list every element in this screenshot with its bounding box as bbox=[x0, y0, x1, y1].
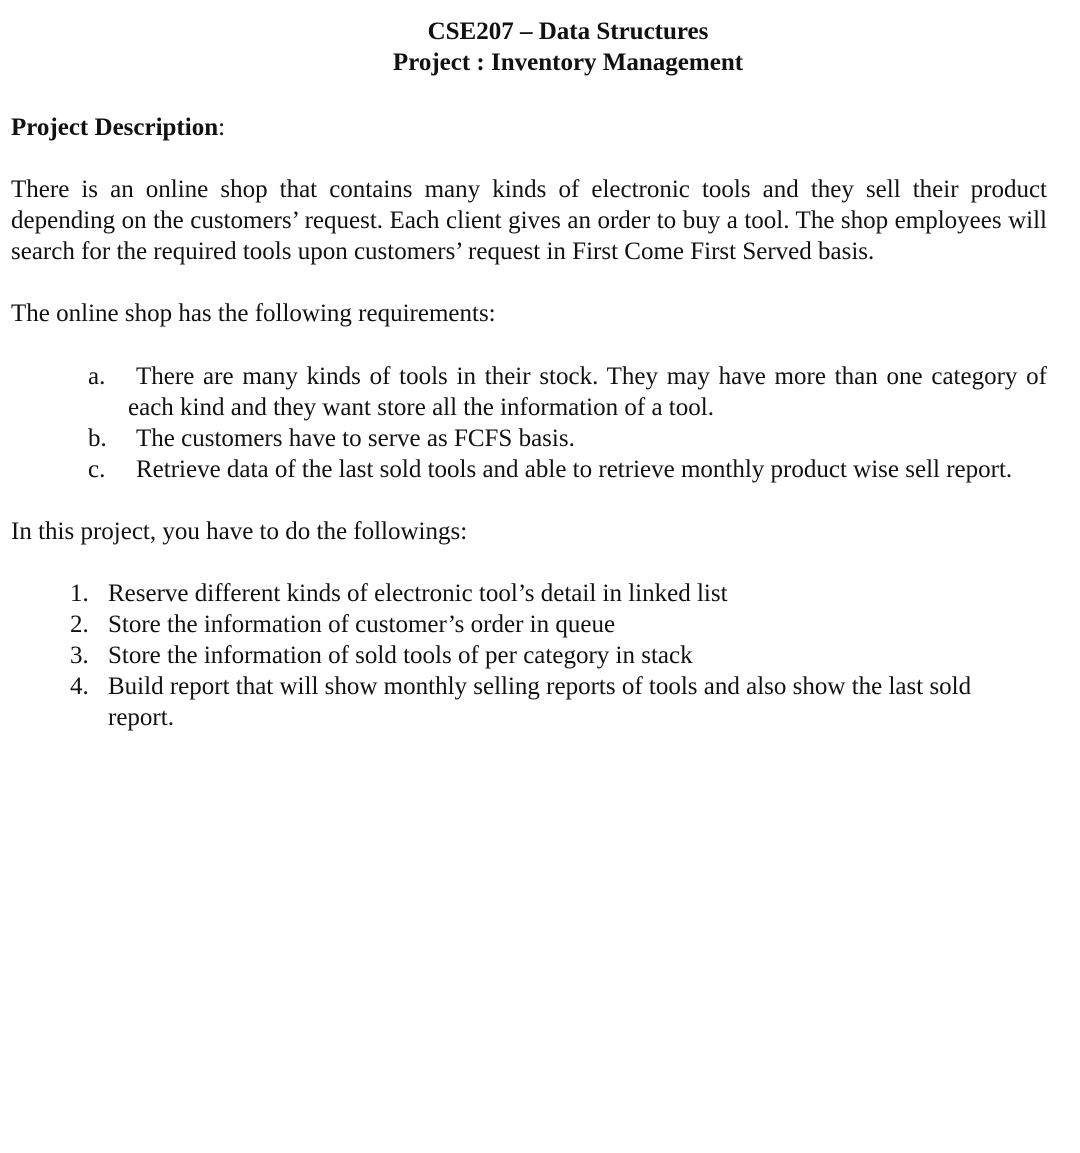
list-marker: c. bbox=[88, 456, 106, 483]
list-item bbox=[0, 640, 1028, 671]
list-item bbox=[0, 671, 1028, 733]
document-title bbox=[0, 16, 1080, 78]
list-item bbox=[0, 361, 1047, 423]
section-heading-colon: : bbox=[218, 114, 226, 141]
description-paragraph: There is an online shop that contains many kinds of electronic tools and they sell their product depending on the customers’ request. Each client gives an order to buy a tool. The shop employees will search for the required tools upon customers’ request in First Come First Served basis. bbox=[11, 176, 1047, 265]
project-title: Project : Inventory Management bbox=[392, 49, 744, 76]
list-marker: b. bbox=[88, 425, 107, 452]
tasks-list bbox=[0, 578, 1080, 733]
list-marker: 4. bbox=[70, 673, 89, 700]
list-marker: 3. bbox=[70, 642, 89, 669]
tasks-intro: In this project, you have to do the followings: bbox=[11, 518, 468, 545]
list-item-text: Build report that will show monthly selling reports of tools and also show the last sold report. bbox=[108, 673, 972, 731]
list-item-text: Store the information of sold tools of per category in stack bbox=[108, 642, 693, 669]
list-item bbox=[0, 454, 1047, 485]
list-item-text: The customers have to serve as FCFS basis. bbox=[136, 425, 575, 452]
list-marker: 2. bbox=[70, 611, 89, 638]
list-item-text: There are many kinds of tools in their stock. They may have more than one category of each kind and they want store all the information of a tool. bbox=[128, 363, 1047, 421]
list-item-text: Retrieve data of the last sold tools and able to retrieve monthly product wise sell report. bbox=[136, 456, 1013, 483]
list-item-text: Store the information of customer’s order in queue bbox=[108, 611, 616, 638]
list-marker: a. bbox=[88, 363, 106, 390]
section-heading-label: Project Description bbox=[11, 114, 219, 141]
requirements-intro: The online shop has the following requirements: bbox=[11, 300, 496, 327]
course-title: CSE207 – Data Structures bbox=[427, 18, 709, 45]
list-item-text: Reserve different kinds of electronic tool’s detail in linked list bbox=[108, 580, 728, 607]
list-item bbox=[0, 609, 1028, 640]
list-item bbox=[0, 423, 1047, 454]
section-heading bbox=[11, 112, 225, 143]
requirements-list bbox=[0, 361, 1080, 485]
list-marker: 1. bbox=[70, 580, 89, 607]
list-item bbox=[0, 578, 1028, 609]
